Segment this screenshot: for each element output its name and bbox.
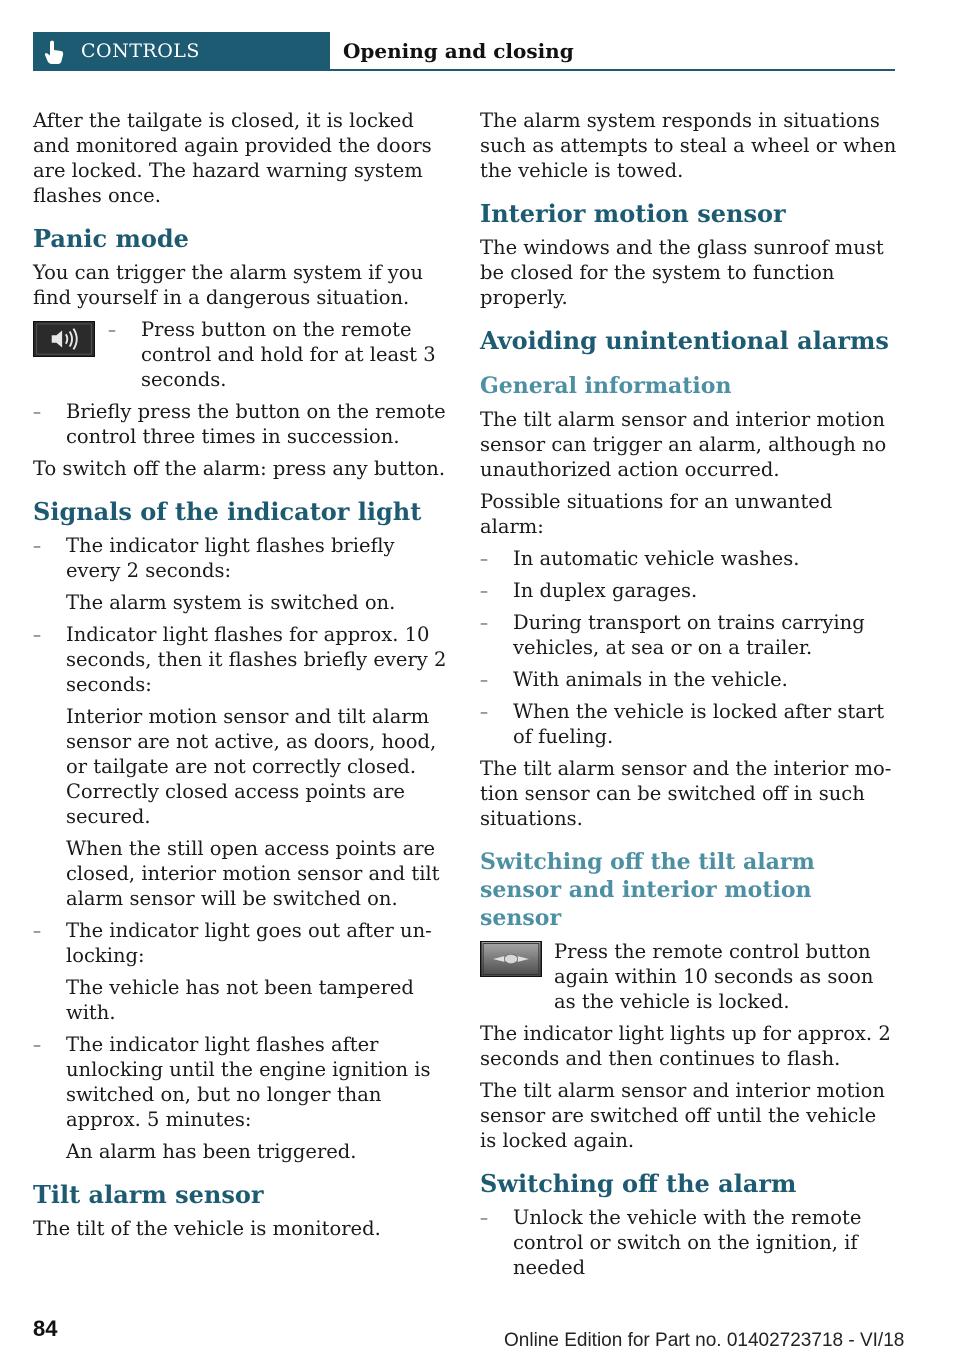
panic-button-row <box>33 317 451 392</box>
page-number: 84 <box>33 1316 58 1341</box>
hand-pointer-icon <box>43 39 65 65</box>
list-item: – Press button on the remote control and hold for at least 3 seconds. <box>108 317 451 392</box>
possible-situations-paragraph: Possible situations for an unwanted alarm: <box>480 490 833 538</box>
signal-detail: The alarm system is switched on. <box>66 591 396 614</box>
signal-text: – Indicator light flashes for approx. 10 seconds, then it flashes briefly every 2 seconds: <box>66 623 447 696</box>
chapter-title: Opening and closing <box>343 39 574 63</box>
mini-button-row <box>480 939 898 1014</box>
list-item: – During transport on trains carrying vehicles, at sea or on a trailer. <box>480 610 898 660</box>
section-label: CONTROLS <box>81 40 200 62</box>
general-info-heading: General information <box>480 373 732 399</box>
signal-text: – The indicator light goes out after unlocking: <box>66 919 432 967</box>
signal-detail: When the still open access points are closed, interior motion sensor and tilt alarm sensor will be switched on. <box>66 837 440 910</box>
general-info-paragraph: The tilt alarm sensor and interior motion sensor can trigger an alarm, although no unauthorized action occurred. <box>480 408 887 481</box>
chapter-title-bar <box>330 32 895 71</box>
tailgate-paragraph: After the tailgate is closed, it is locked and monitored again provided the doors are locked. The hazard warning system flashes once. <box>33 109 432 207</box>
indicator-paragraph: The indicator light lights up for approx. 2 seconds and then continues to flash. <box>480 1022 891 1070</box>
panic-mode-paragraph: You can trigger the alarm system if you find yourself in a dangerous situation. <box>33 261 424 309</box>
interior-motion-heading: Interior motion sensor <box>480 199 786 228</box>
switching-off-alarm-heading: Switching off the alarm <box>480 1169 797 1198</box>
panic-steps <box>33 399 451 449</box>
panic-steps-inline <box>108 317 451 392</box>
list-item: – In automatic vehicle washes. <box>480 546 898 571</box>
signals-list <box>33 533 451 1164</box>
right-column <box>480 108 898 1287</box>
switch-off-alarm-list <box>480 1205 898 1280</box>
alarm-response-paragraph: The alarm system responds in situations such as attempts to steal a wheel or when the vehicle is towed. <box>480 109 897 182</box>
list-item: – With animals in the vehicle. <box>480 667 898 692</box>
tilt-alarm-paragraph: The tilt of the vehicle is monitored. <box>33 1217 381 1240</box>
switching-off-sensors-heading: Switching off the tilt alarm sensor and interior motion sensor <box>480 849 815 931</box>
list-item <box>33 622 451 911</box>
signal-detail: An alarm has been triggered. <box>66 1140 357 1163</box>
situations-list <box>480 546 898 749</box>
list-item: – Unlock the vehicle with the remote control or switch on the ignition, if needed <box>480 1205 898 1280</box>
signal-text: – The indicator light flashes after unlocking until the engine ignition is switched on, but no longer than approx. 5 minutes: <box>66 1033 431 1131</box>
signal-detail: Interior motion sensor and tilt alarm sensor are not active, as doors, hood, or tailgate are not correctly closed. Correctly closed access points are secured. <box>66 705 437 828</box>
left-column <box>33 108 451 1248</box>
signals-heading: Signals of the indicator light <box>33 497 422 526</box>
list-item <box>33 918 451 1025</box>
interior-motion-paragraph: The windows and the glass sunroof must be closed for the system to function properly. <box>480 236 884 309</box>
avoiding-alarms-heading: Avoiding unintentional alarms <box>480 326 889 355</box>
list-item: – When the vehicle is locked after start of fueling. <box>480 699 898 749</box>
signal-text: – The indicator light flashes briefly every 2 seconds: <box>66 534 395 582</box>
tilt-alarm-heading: Tilt alarm sensor <box>33 1180 264 1209</box>
page-header <box>33 32 895 71</box>
switch-off-paragraph: To switch off the alarm: press any button. <box>33 457 446 480</box>
press-button-paragraph: Press the remote control button again within 10 seconds as soon as the vehicle is locked. <box>554 940 874 1013</box>
panic-mode-heading: Panic mode <box>33 224 189 253</box>
switch-off-sensors-paragraph: The tilt alarm sensor and the interior motion sensor can be switched off in such situations. <box>480 757 892 830</box>
speaker-alarm-icon <box>33 321 95 357</box>
list-item <box>33 1032 451 1164</box>
list-item: – Briefly press the button on the remote control three times in succession. <box>33 399 451 449</box>
list-item <box>33 533 451 615</box>
list-item: – In duplex garages. <box>480 578 898 603</box>
section-tab <box>33 32 330 71</box>
until-locked-paragraph: The tilt alarm sensor and interior motion sensor are switched off until the vehicle is locked again. <box>480 1079 885 1152</box>
edition-note: Online Edition for Part no. 01402723718 - VI/18 <box>504 1330 905 1351</box>
signal-detail: The vehicle has not been tampered with. <box>66 976 414 1024</box>
mini-logo-icon <box>480 941 542 977</box>
